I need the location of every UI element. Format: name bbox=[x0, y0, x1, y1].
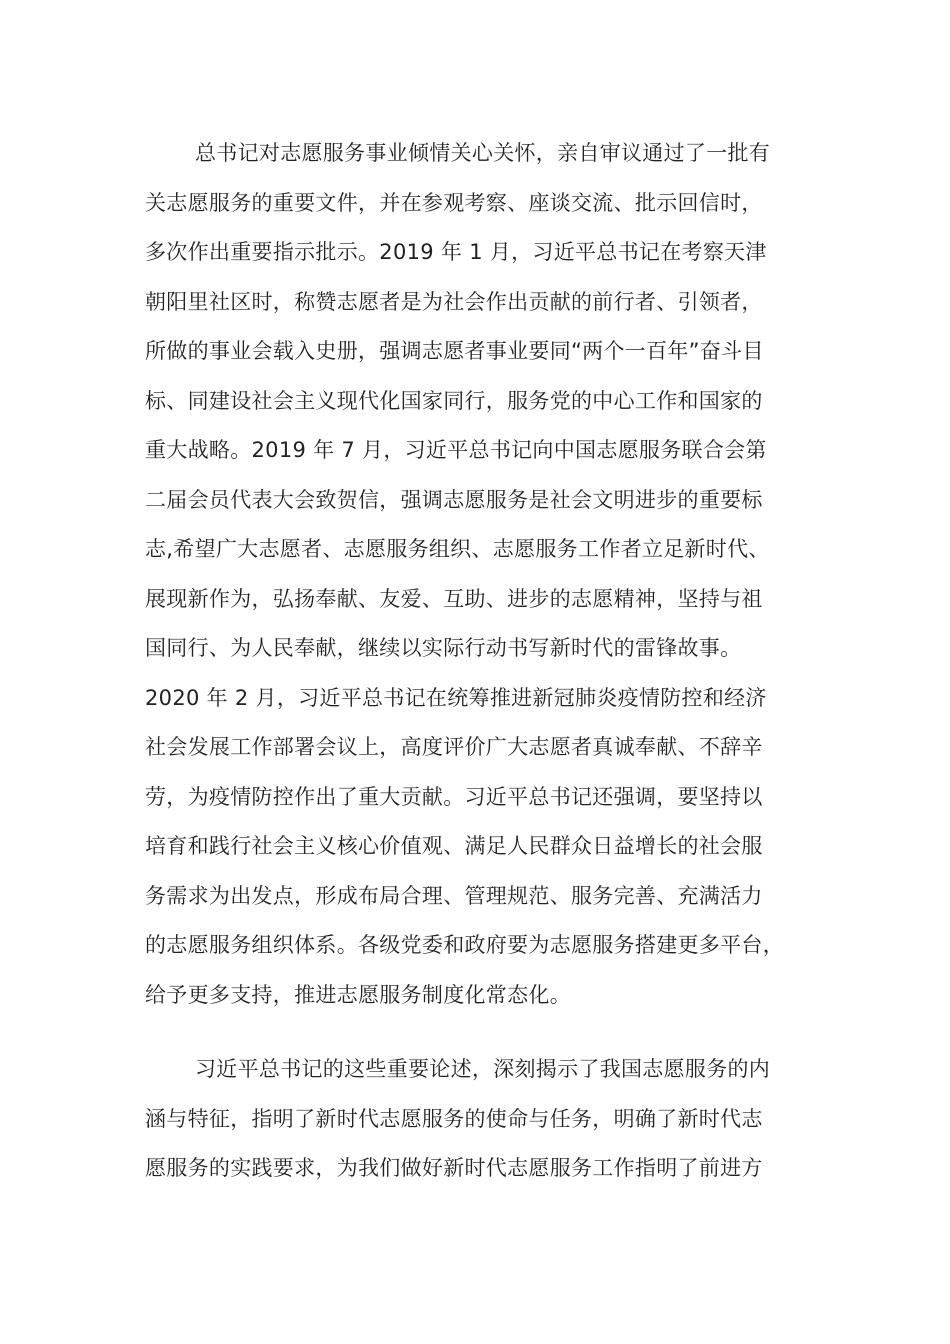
text-line: 国同行、为人民奉献，继续以实际行动书写新时代的雷锋故事。 bbox=[145, 636, 742, 660]
text-line: 2020 年 2 月，习近平总书记在统筹推进新冠肺炎疫情防控和经济 bbox=[145, 685, 767, 710]
text-line: 社会发展工作部署会议上，高度评价广大志愿者真诚奉献、不辞辛 bbox=[145, 735, 763, 759]
text-line: 朝阳里社区时，称赞志愿者是为社会作出贡献的前行者、引领者， bbox=[145, 289, 763, 314]
text-line: 展现新作为，弘扬奉献、友爱、互助、进步的志愿精神，坚持与祖 bbox=[145, 586, 763, 611]
paragraph-1 bbox=[145, 134, 845, 1025]
text-line: 二届会员代表大会致贺信，强调志愿服务是社会文明进步的重要标 bbox=[145, 487, 763, 512]
text-line: 多次作出重要指示批示。2019 年 1 月，习近平总书记在考察天津 bbox=[145, 240, 767, 264]
text-line: 务需求为出发点，形成布局合理、管理规范、服务完善、充满活力 bbox=[145, 883, 763, 908]
text-line: 志,希望广大志愿者、志愿服务组织、志愿服务工作者立足新时代、 bbox=[145, 537, 770, 561]
text-line: 的志愿服务组织体系。各级党委和政府要为志愿服务搭建更多平台， bbox=[145, 933, 784, 957]
text-line: 关志愿服务的重要文件，并在参观考察、座谈交流、批示回信时， bbox=[145, 190, 763, 215]
text-line: 标、同建设社会主义现代化国家同行，服务党的中心工作和国家的 bbox=[145, 388, 763, 413]
text-line: 总书记对志愿服务事业倾情关心关怀，亲自审议通过了一批有 bbox=[195, 141, 771, 165]
text-line: 培育和践行社会主义核心价值观、满足人民群众日益增长的社会服 bbox=[145, 834, 763, 858]
text-line: 习近平总书记的这些重要论述，深刻揭示了我国志愿服务的内 bbox=[195, 1057, 771, 1081]
text-line: 劳，为疫情防控作出了重大贡献。习近平总书记还强调，要坚持以 bbox=[145, 784, 763, 809]
text-line: 所做的事业会载入史册，强调志愿者事业要同“两个一百年”奋斗目 bbox=[145, 339, 764, 363]
text-line: 愿服务的实践要求，为我们做好新时代志愿服务工作指明了前进方 bbox=[145, 1156, 763, 1180]
paragraph-2 bbox=[145, 1050, 845, 1199]
text-line: 给予更多支持，推进志愿服务制度化常态化。 bbox=[145, 982, 571, 1007]
text-line: 涵与特征，指明了新时代志愿服务的使命与任务，明确了新时代志 bbox=[145, 1106, 763, 1131]
text-line: 重大战略。2019 年 7 月，习近平总书记向中国志愿服务联合会第 bbox=[145, 438, 767, 462]
